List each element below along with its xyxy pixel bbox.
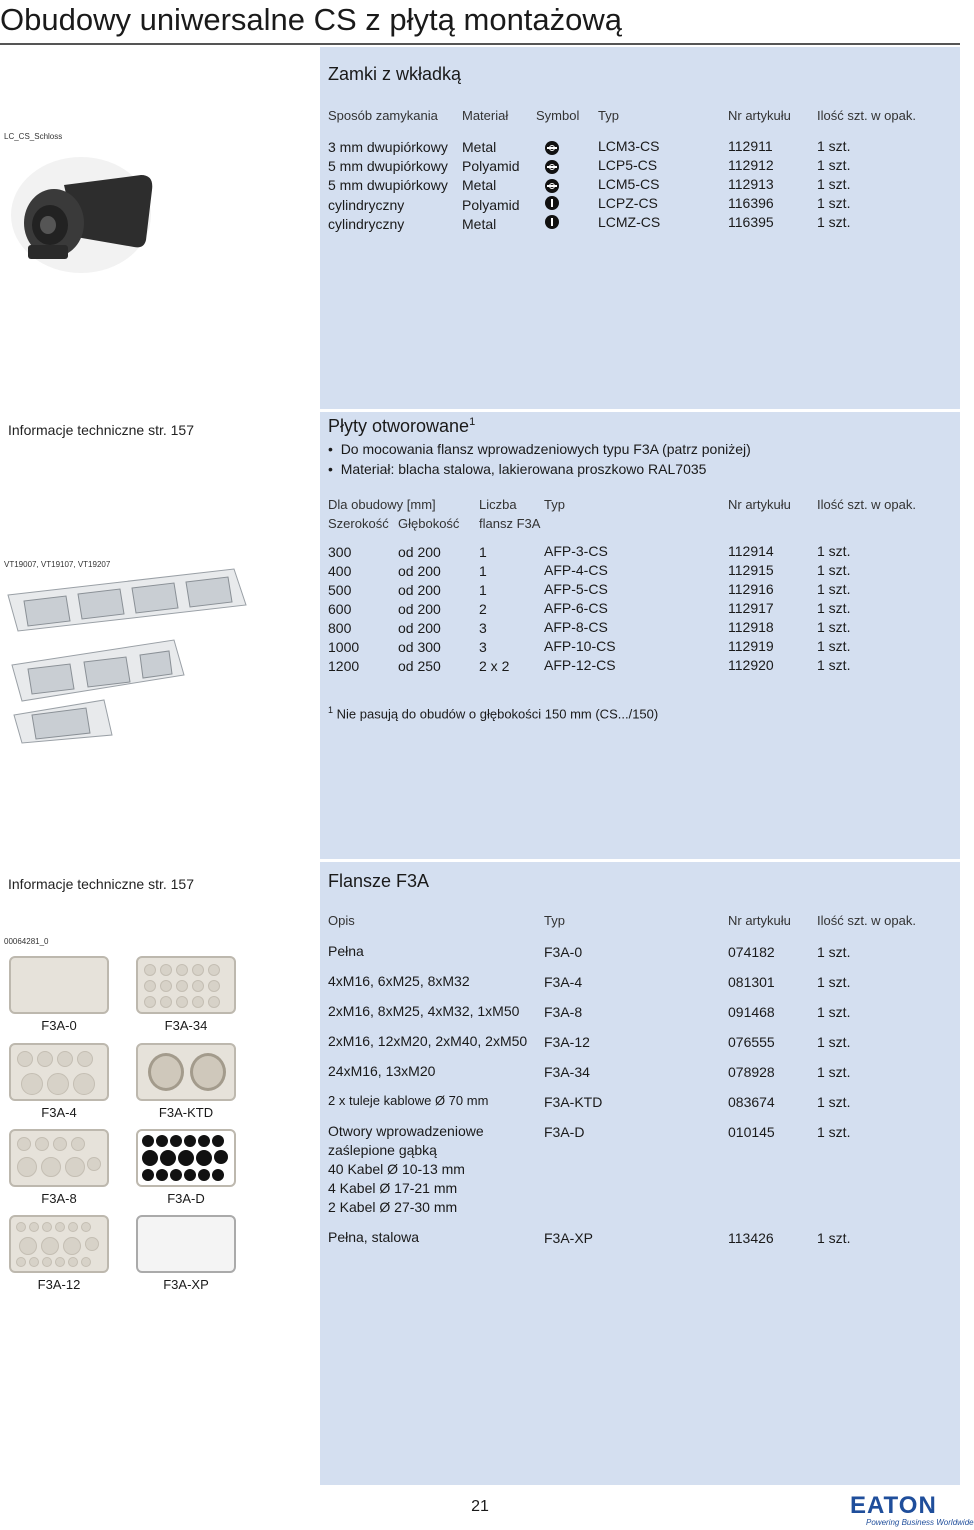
plates-footnote: $^1$ Nie pasują do obudów o głębokości 150 mm (CS.../150) (328, 705, 659, 722)
lock-material: Metal (462, 139, 497, 155)
plate-article: 112915 (728, 562, 774, 578)
plate-width: 1000 (328, 639, 360, 655)
page-title: Obudowy uniwersalne CS z płytą montażową (0, 2, 623, 37)
lock-method: cylindryczny (328, 197, 405, 213)
lock-article: 116395 (728, 214, 774, 230)
two-bit-lock-icon (545, 141, 559, 155)
plate-count: 1 (479, 582, 487, 598)
thumbnail-label: F3A-XP (163, 1277, 209, 1292)
plate-width: 800 (328, 620, 352, 636)
plate-article: 112918 (728, 619, 774, 635)
header-count-sub: flansz F3A (479, 516, 541, 531)
lock-method: cylindryczny (328, 216, 405, 232)
image-label: 00064281_0 (4, 937, 49, 946)
plate-depth: od 200 (398, 620, 441, 636)
plates-bullet: • Materiał: blacha stalowa, lakierowana proszkowo RAL7035 (328, 461, 707, 477)
flange-qty: 1 szt. (817, 1094, 851, 1110)
flange-article: 076555 (728, 1034, 775, 1050)
lock-article: 112912 (728, 157, 774, 173)
flange-desc: 4xM16, 6xM25, 8xM32 (328, 973, 470, 989)
lock-qty: 1 szt. (817, 176, 851, 192)
plate-count: 1 (479, 544, 487, 560)
plate-article: 112919 (728, 638, 774, 654)
eaton-logo: EATON (850, 1492, 937, 1519)
flange-desc: 24xM16, 13xM20 (328, 1063, 436, 1079)
lock-type: LCM5-CS (598, 176, 660, 192)
plate-depth: od 200 (398, 563, 441, 579)
footnote-mark: 1 (469, 416, 476, 428)
flange-type: F3A-4 (544, 974, 583, 990)
header-material: Materiał (462, 108, 509, 123)
flange-desc: 40 Kabel Ø 10-13 mm (328, 1161, 465, 1177)
plate-depth: od 300 (398, 639, 441, 655)
flange-article: 083674 (728, 1094, 775, 1110)
flange-thumbnail (9, 1215, 109, 1273)
lock-type: LCPZ-CS (598, 195, 658, 211)
flange-desc: 4 Kabel Ø 17-21 mm (328, 1180, 458, 1196)
plate-article: 112917 (728, 600, 774, 616)
plate-depth: od 200 (398, 601, 441, 617)
flange-thumbnail (9, 1043, 109, 1101)
flange-article: 091468 (728, 1004, 775, 1020)
plate-type: AFP-10-CS (544, 638, 616, 654)
flange-article: 078928 (728, 1064, 775, 1080)
flange-type: F3A-0 (544, 944, 583, 960)
section-divider (0, 409, 960, 412)
lock-method: 3 mm dwupiórkowy (328, 139, 448, 155)
lock-method: 5 mm dwupiórkowy (328, 177, 448, 193)
plates-title: Płyty otworowane$^1$ (328, 416, 476, 436)
flange-qty: 1 szt. (817, 1004, 851, 1020)
plate-depth: od 200 (398, 544, 441, 560)
plate-qty: 1 szt. (817, 619, 851, 635)
flange-article: 010145 (728, 1124, 775, 1140)
lock-type: LCMZ-CS (598, 214, 661, 230)
plate-count: 1 (479, 563, 487, 579)
header-method: Sposób zamykania (328, 108, 438, 123)
flange-article: 113426 (728, 1230, 774, 1246)
section-divider (0, 859, 960, 862)
plate-depth: od 200 (398, 582, 441, 598)
header-qty: Ilość szt. w opak. (817, 913, 916, 928)
lock-qty: 1 szt. (817, 214, 851, 230)
lock-article: 112911 (728, 138, 773, 154)
plate-qty: 1 szt. (817, 562, 851, 578)
plate-type: AFP-4-CS (544, 562, 608, 578)
flange-desc: 2xM16, 8xM25, 4xM32, 1xM50 (328, 1003, 520, 1019)
thumbnail-label: F3A-34 (164, 1018, 208, 1033)
header-depth: Głębokość (398, 516, 460, 531)
plate-qty: 1 szt. (817, 581, 851, 597)
cylinder-lock-icon (545, 215, 559, 229)
lock-image (6, 145, 156, 275)
plate-type: AFP-6-CS (544, 600, 608, 616)
plates-info: Informacje techniczne str. 157 (8, 422, 194, 438)
flange-qty: 1 szt. (817, 1034, 851, 1050)
plate-type: AFP-12-CS (544, 657, 616, 673)
lock-material: Polyamid (462, 158, 520, 174)
flange-thumbnail (136, 1215, 236, 1273)
lock-material: Polyamid (462, 197, 520, 213)
plate-width: 400 (328, 563, 352, 579)
flange-desc: zaślepione gąbką (328, 1142, 437, 1158)
plate-qty: 1 szt. (817, 600, 851, 616)
header-type: Typ (544, 497, 565, 512)
header-article: Nr artykułu (728, 497, 791, 512)
lock-method: 5 mm dwupiórkowy (328, 158, 448, 174)
title-rule (0, 43, 960, 45)
plate-article: 112916 (728, 581, 774, 597)
lock-article: 112913 (728, 176, 774, 192)
plate-width: 1200 (328, 658, 360, 674)
plate-type: AFP-8-CS (544, 619, 608, 635)
flange-type: F3A-XP (544, 1230, 594, 1246)
lock-qty: 1 szt. (817, 195, 851, 211)
header-enclosure: Dla obudowy [mm] (328, 497, 436, 512)
header-qty: Ilość szt. w opak. (817, 497, 916, 512)
plate-type: AFP-5-CS (544, 581, 608, 597)
flange-desc: 2 Kabel Ø 27-30 mm (328, 1199, 458, 1215)
locks-title: Zamki z wkładką (328, 64, 462, 84)
thumbnail-label: F3A-8 (41, 1191, 77, 1206)
lock-qty: 1 szt. (817, 138, 851, 154)
plate-count: 3 (479, 639, 487, 655)
flange-type: F3A-8 (544, 1004, 583, 1020)
header-width: Szerokość (328, 516, 389, 531)
plate-width: 600 (328, 601, 352, 617)
plate-article: 112920 (728, 657, 774, 673)
image-label: VT19007, VT19107, VT19207 (4, 560, 111, 569)
plate-width: 500 (328, 582, 352, 598)
plate-count: 2 x 2 (479, 658, 510, 674)
plate-depth: od 250 (398, 658, 441, 674)
plates-bullet: • Do mocowania flansz wprowadzeniowych typu F3A (patrz poniżej) (328, 441, 751, 457)
header-article: Nr artykułu (728, 913, 791, 928)
plate-qty: 1 szt. (817, 543, 851, 559)
flange-type: F3A-34 (544, 1064, 590, 1080)
flange-qty: 1 szt. (817, 974, 851, 990)
flange-desc: 2 x tuleje kablowe Ø 70 mm (328, 1093, 489, 1108)
lock-type: LCP5-CS (598, 157, 658, 173)
flange-thumbnail (136, 1129, 236, 1187)
content-panel (320, 47, 960, 1485)
header-article: Nr artykułu (728, 108, 791, 123)
header-count: Liczba (479, 497, 517, 512)
plate-qty: 1 szt. (817, 657, 851, 673)
flange-qty: 1 szt. (817, 944, 851, 960)
plate-type: AFP-3-CS (544, 543, 608, 559)
header-type: Typ (598, 108, 619, 123)
lock-article: 116396 (728, 195, 774, 211)
flange-type: F3A-D (544, 1124, 585, 1140)
plate-qty: 1 szt. (817, 638, 851, 654)
flange-qty: 1 szt. (817, 1064, 851, 1080)
flange-type: F3A-12 (544, 1034, 590, 1050)
plate-article: 112914 (728, 543, 774, 559)
flange-desc: Pełna, stalowa (328, 1229, 420, 1245)
flange-thumbnail (9, 1129, 109, 1187)
flanges-info: Informacje techniczne str. 157 (8, 876, 194, 892)
two-bit-lock-icon (545, 179, 559, 193)
cylinder-lock-icon (545, 196, 559, 210)
two-bit-lock-icon (545, 160, 559, 174)
flange-thumbnail (136, 956, 236, 1014)
header-symbol: Symbol (536, 108, 580, 123)
plate-count: 2 (479, 601, 487, 617)
header-type: Typ (544, 913, 565, 928)
flange-desc: Pełna (328, 943, 364, 959)
plate-count: 3 (479, 620, 487, 636)
lock-material: Metal (462, 177, 497, 193)
flange-qty: 1 szt. (817, 1230, 851, 1246)
lock-qty: 1 szt. (817, 157, 851, 173)
thumbnail-label: F3A-4 (41, 1105, 77, 1120)
plates-image (4, 565, 254, 745)
flange-thumbnail (136, 1043, 236, 1101)
flange-desc: Otwory wprowadzeniowe (328, 1123, 484, 1139)
flange-article: 081301 (728, 974, 775, 990)
header-qty: Ilość szt. w opak. (817, 108, 916, 123)
thumbnail-label: F3A-12 (37, 1277, 81, 1292)
image-label: LC_CS_Schloss (4, 132, 63, 141)
lock-material: Metal (462, 216, 497, 232)
flange-desc: 2xM16, 12xM20, 2xM40, 2xM50 (328, 1033, 528, 1049)
flange-thumbnail (9, 956, 109, 1014)
thumbnail-label: F3A-KTD (158, 1105, 214, 1120)
header-desc: Opis (328, 913, 355, 928)
flange-article: 074182 (728, 944, 775, 960)
brand-tagline: Powering Business Worldwide (866, 1518, 974, 1527)
lock-type: LCM3-CS (598, 138, 660, 154)
page-number: 21 (471, 1498, 489, 1515)
thumbnail-label: F3A-0 (41, 1018, 77, 1033)
thumbnail-label: F3A-D (167, 1191, 205, 1206)
flange-qty: 1 szt. (817, 1124, 851, 1140)
flanges-title: Flansze F3A (328, 871, 430, 891)
plate-width: 300 (328, 544, 352, 560)
flange-type: F3A-KTD (544, 1094, 603, 1110)
